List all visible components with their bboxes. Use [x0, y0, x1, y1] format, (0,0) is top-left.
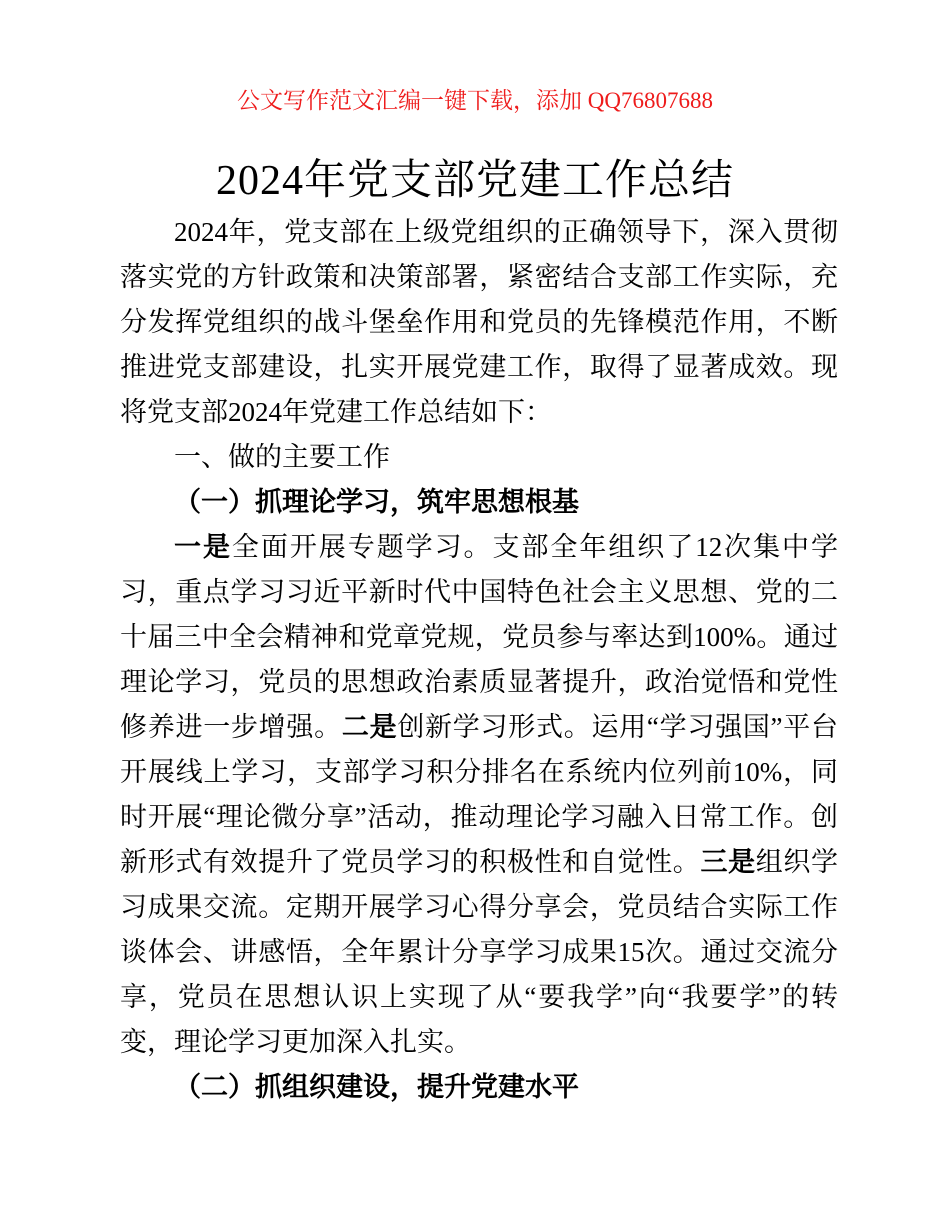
text-segment: 组织学习成果交流。定期开展学习心得分享会，党员结合实际工作谈体会、讲感悟，全年累计分享学习成果15次。通过交流分享，党员在思想认识上实现了从“要我学”向“我要学”的转变，理论学习更加深入扎实。: [120, 847, 839, 1057]
bold-text-segment: 一是: [174, 532, 232, 562]
bold-text-segment: （一）抓理论学习，筑牢思想根基: [174, 487, 579, 517]
promo-notice: 公文写作范文汇编一键下载，添加 QQ76807688: [237, 88, 713, 113]
subsection-heading-theory-study: [120, 480, 838, 525]
text-segment: 全面开展专题学习。支部全年组织了12次集中学习，重点学习习近平新时代中国特色社会主义思想、党的二十届三中全会精神和党章党规，党员参与率达到100%。通过理论学习，党员的思想政治素质显著提升，政治觉悟和党性修养进一步增强。: [120, 532, 839, 742]
subsection-heading-org-building: [120, 1065, 838, 1110]
document-body: [0, 210, 950, 1110]
page-title: 2024年党支部党建工作总结: [215, 158, 734, 204]
text-segment: 一、做的主要工作: [174, 442, 390, 472]
bold-text-segment: （二）抓组织建设，提升党建水平: [174, 1072, 579, 1102]
section-heading-main-work: [120, 435, 838, 480]
paragraph-theory-study: [120, 525, 838, 1065]
text-segment: 2024年，党支部在上级党组织的正确领导下，深入贯彻落实党的方针政策和决策部署，紧密结合支部工作实际，充分发挥党组织的战斗堡垒作用和党员的先锋模范作用，不断推进党支部建设，扎实开展党建工作，取得了显著成效。现将党支部2024年党建工作总结如下：: [120, 217, 838, 427]
text-segment: 创新学习形式。运用“学习强国”平台开展线上学习，支部学习积分排名在系统内位列前10%，同时开展“理论微分享”活动，推动理论学习融入日常工作。创新形式有效提升了党员学习的积极性和自觉性。: [120, 712, 839, 877]
intro-paragraph: [120, 210, 838, 435]
bold-text-segment: 二是: [341, 712, 398, 742]
bold-text-segment: 三是: [700, 847, 756, 877]
